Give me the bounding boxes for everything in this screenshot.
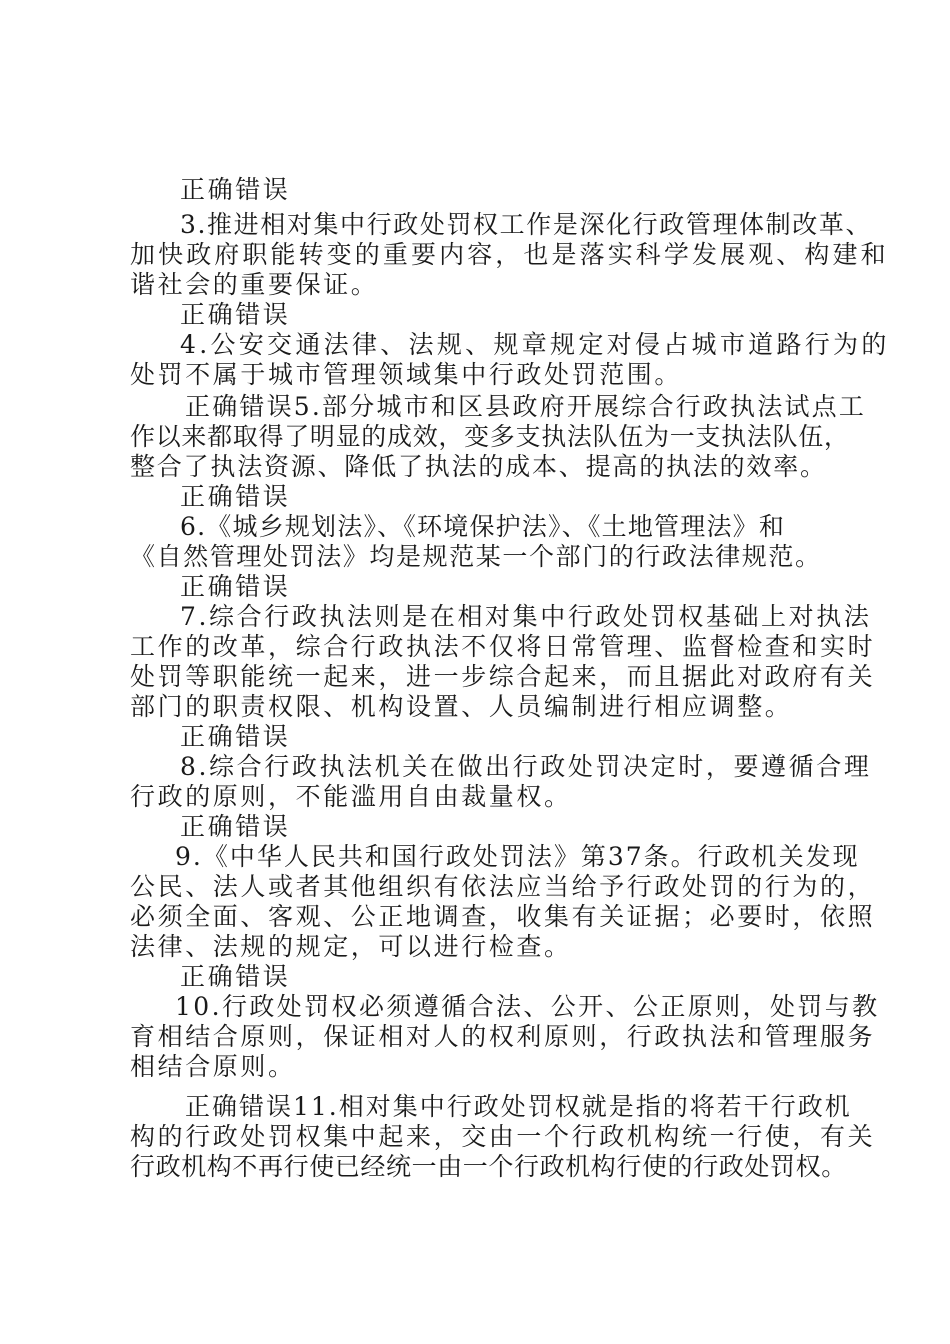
question-10-line-1: 10.行政处罚权必须遵循合法、公开、公正原则，处罚与教 [175, 992, 880, 1021]
answer-options-9: 正确错误 [180, 962, 291, 991]
question-7-line-2: 工作的改革，综合行政执法不仅将日常管理、监督检查和实时 [130, 632, 876, 661]
question-7-line-3: 处罚等职能统一起来，进一步综合起来，而且据此对政府有关 [130, 662, 876, 691]
answer-options-2: 正确错误 [180, 175, 291, 204]
question-5-line-2: 作以来都取得了明显的成效，变多支执法队伍为一支执法队伍， [130, 422, 850, 451]
answer-options-6: 正确错误 [180, 572, 291, 601]
answer-options-5: 正确错误 [180, 482, 291, 511]
question-7-line-4: 部门的职责权限、机构设置、人员编制进行相应调整。 [130, 692, 793, 721]
question-10-line-3: 相结合原则。 [130, 1052, 296, 1081]
question-9-line-2: 公民、法人或者其他组织有依法应当给予行政处罚的行为的， [130, 872, 876, 901]
question-8-line-2: 行政的原则，不能滥用自由裁量权。 [130, 782, 572, 811]
answer-options-8: 正确错误 [180, 812, 291, 841]
question-10-line-2: 育相结合原则，保证相对人的权利原则，行政执法和管理服务 [130, 1022, 876, 1051]
question-9-line-3: 必须全面、客观、公正地调查，收集有关证据；必要时，依照 [130, 902, 876, 931]
answer-options-3: 正确错误 [180, 300, 291, 329]
question-4-line-2: 处罚不属于城市管理领域集中行政处罚范围。 [130, 360, 683, 389]
question-9-line-1: 9.《中华人民共和国行政处罚法》第37条。行政机关发现 [175, 842, 860, 871]
question-11-line-2: 构的行政处罚权集中起来，交由一个行政机构统一行使，有关 [130, 1122, 876, 1151]
question-9-line-4: 法律、法规的规定，可以进行检查。 [130, 932, 572, 961]
question-11-line-1: 正确错误11.相对集中行政处罚权就是指的将若干行政机 [185, 1092, 852, 1121]
question-3-line-2: 加快政府职能转变的重要内容，也是落实科学发展观、构建和 [130, 240, 889, 269]
question-5-line-1: 正确错误5.部分城市和区县政府开展综合行政执法试点工 [185, 392, 867, 421]
question-3-line-1: 3.推进相对集中行政处罚权工作是深化行政管理体制改革、 [180, 210, 873, 239]
question-3-line-3: 谐社会的重要保证。 [130, 270, 379, 299]
question-8-line-1: 8.综合行政执法机关在做出行政处罚决定时，要遵循合理 [180, 752, 872, 781]
answer-options-7: 正确错误 [180, 722, 291, 751]
question-11-line-3: 行政机构不再行使已经统一由一个行政机构行使的行政处罚权。 [130, 1152, 847, 1181]
question-4-line-1: 4.公安交通法律、法规、规章规定对侵占城市道路行为的 [180, 330, 890, 359]
question-7-line-1: 7.综合行政执法则是在相对集中行政处罚权基础上对执法 [180, 602, 872, 631]
question-5-line-3: 整合了执法资源、降低了执法的成本、提高的执法的效率。 [130, 452, 827, 481]
question-6-line-1: 6.《城乡规划法》、《环境保护法》、《土地管理法》和 [180, 512, 786, 541]
question-6-line-2: 《自然管理处罚法》均是规范某一个部门的行政法律规范。 [130, 542, 822, 571]
